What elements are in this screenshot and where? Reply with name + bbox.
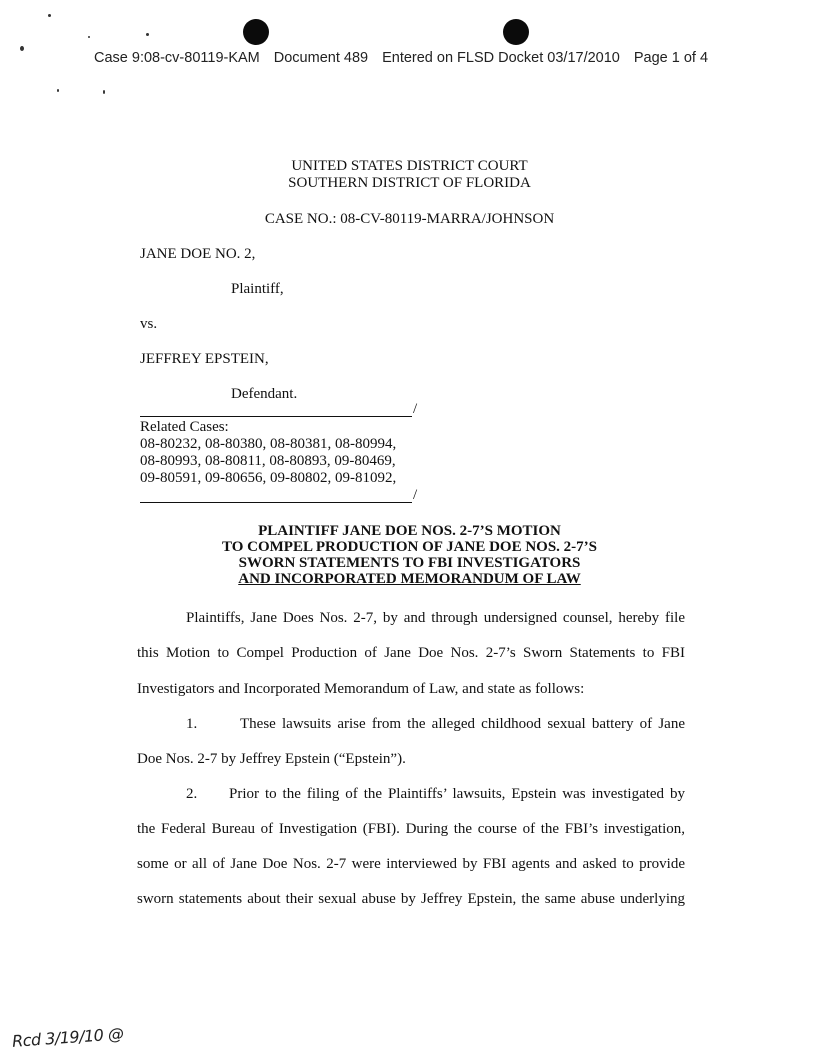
body-line: These lawsuits arise from the alleged childhood sexual battery of Jane bbox=[240, 716, 685, 732]
docket-header bbox=[94, 50, 708, 66]
motion-title bbox=[0, 523, 819, 587]
motion-title-line: AND INCORPORATED MEMORANDUM OF LAW bbox=[238, 571, 581, 587]
docket-entry: Entered on FLSD Docket 03/17/2010 bbox=[382, 50, 620, 66]
related-cases bbox=[140, 419, 396, 487]
defendant-role: Defendant. bbox=[231, 386, 298, 402]
caption-slash-top: / bbox=[413, 401, 418, 417]
motion-title-line: SWORN STATEMENTS TO FBI INVESTIGATORS bbox=[238, 555, 581, 571]
paragraph-number-1: 1. bbox=[186, 716, 198, 732]
document-number: Document 489 bbox=[273, 50, 369, 66]
motion-title-line: TO COMPEL PRODUCTION OF JANE DOE NOS. 2-7’S bbox=[221, 539, 598, 555]
caption-rule-top bbox=[140, 416, 412, 417]
page-number: Page 1 of 4 bbox=[633, 50, 709, 66]
case-number: Case 9:08-cv-80119-KAM bbox=[94, 50, 260, 66]
body-line: Investigators and Incorporated Memorandum of Law, and state as follows: bbox=[137, 681, 585, 697]
scan-speck bbox=[57, 89, 59, 92]
related-cases-line: 08-80993, 08-80811, 08-80893, 09-80469, bbox=[140, 453, 396, 469]
court-line-2: SOUTHERN DISTRICT OF FLORIDA bbox=[288, 175, 531, 191]
punch-hole-right bbox=[503, 19, 529, 45]
plaintiff-role: Plaintiff, bbox=[231, 281, 284, 297]
court-name bbox=[0, 158, 819, 192]
caption-slash-bottom: / bbox=[413, 487, 418, 503]
defendant-name: JEFFREY EPSTEIN, bbox=[140, 351, 269, 367]
body-line: Doe Nos. 2-7 by Jeffrey Epstein (“Epstein”). bbox=[137, 751, 406, 767]
scan-speck bbox=[48, 14, 51, 17]
related-cases-label: Related Cases: bbox=[140, 419, 229, 435]
scan-speck bbox=[88, 36, 90, 38]
caption-rule-bottom bbox=[140, 502, 412, 503]
punch-hole-left bbox=[243, 19, 269, 45]
plaintiff-name: JANE DOE NO. 2, bbox=[140, 246, 256, 262]
body-line: sworn statements about their sexual abuse by Jeffrey Epstein, the same abuse underlying bbox=[137, 891, 685, 907]
body-line: Plaintiffs, Jane Does Nos. 2-7, by and through undersigned counsel, hereby file bbox=[186, 610, 685, 626]
court-line-1: UNITED STATES DISTRICT COURT bbox=[291, 158, 528, 174]
scan-speck bbox=[146, 33, 149, 36]
body-line: some or all of Jane Doe Nos. 2-7 were interviewed by FBI agents and asked to provide bbox=[137, 856, 685, 872]
handwritten-receipt-note: Rcd 3/19/10 @ bbox=[11, 1024, 124, 1051]
body-line: Prior to the filing of the Plaintiffs’ lawsuits, Epstein was investigated by bbox=[229, 786, 685, 802]
related-cases-line: 08-80232, 08-80380, 08-80381, 08-80994, bbox=[140, 436, 397, 452]
related-cases-line: 09-80591, 09-80656, 09-80802, 09-81092, bbox=[140, 470, 397, 486]
paragraph-number-2: 2. bbox=[186, 786, 198, 802]
body-line: this Motion to Compel Production of Jane Doe Nos. 2-7’s Sworn Statements to FBI bbox=[137, 645, 685, 661]
motion-title-line: PLAINTIFF JANE DOE NOS. 2-7’S MOTION bbox=[258, 523, 561, 539]
case-no: CASE NO.: 08-CV-80119-MARRA/JOHNSON bbox=[264, 211, 555, 227]
versus: vs. bbox=[140, 316, 158, 332]
scan-speck bbox=[103, 90, 105, 94]
body-line: the Federal Bureau of Investigation (FBI). During the course of the FBI’s investigation, bbox=[137, 821, 685, 837]
scan-speck bbox=[20, 46, 24, 51]
